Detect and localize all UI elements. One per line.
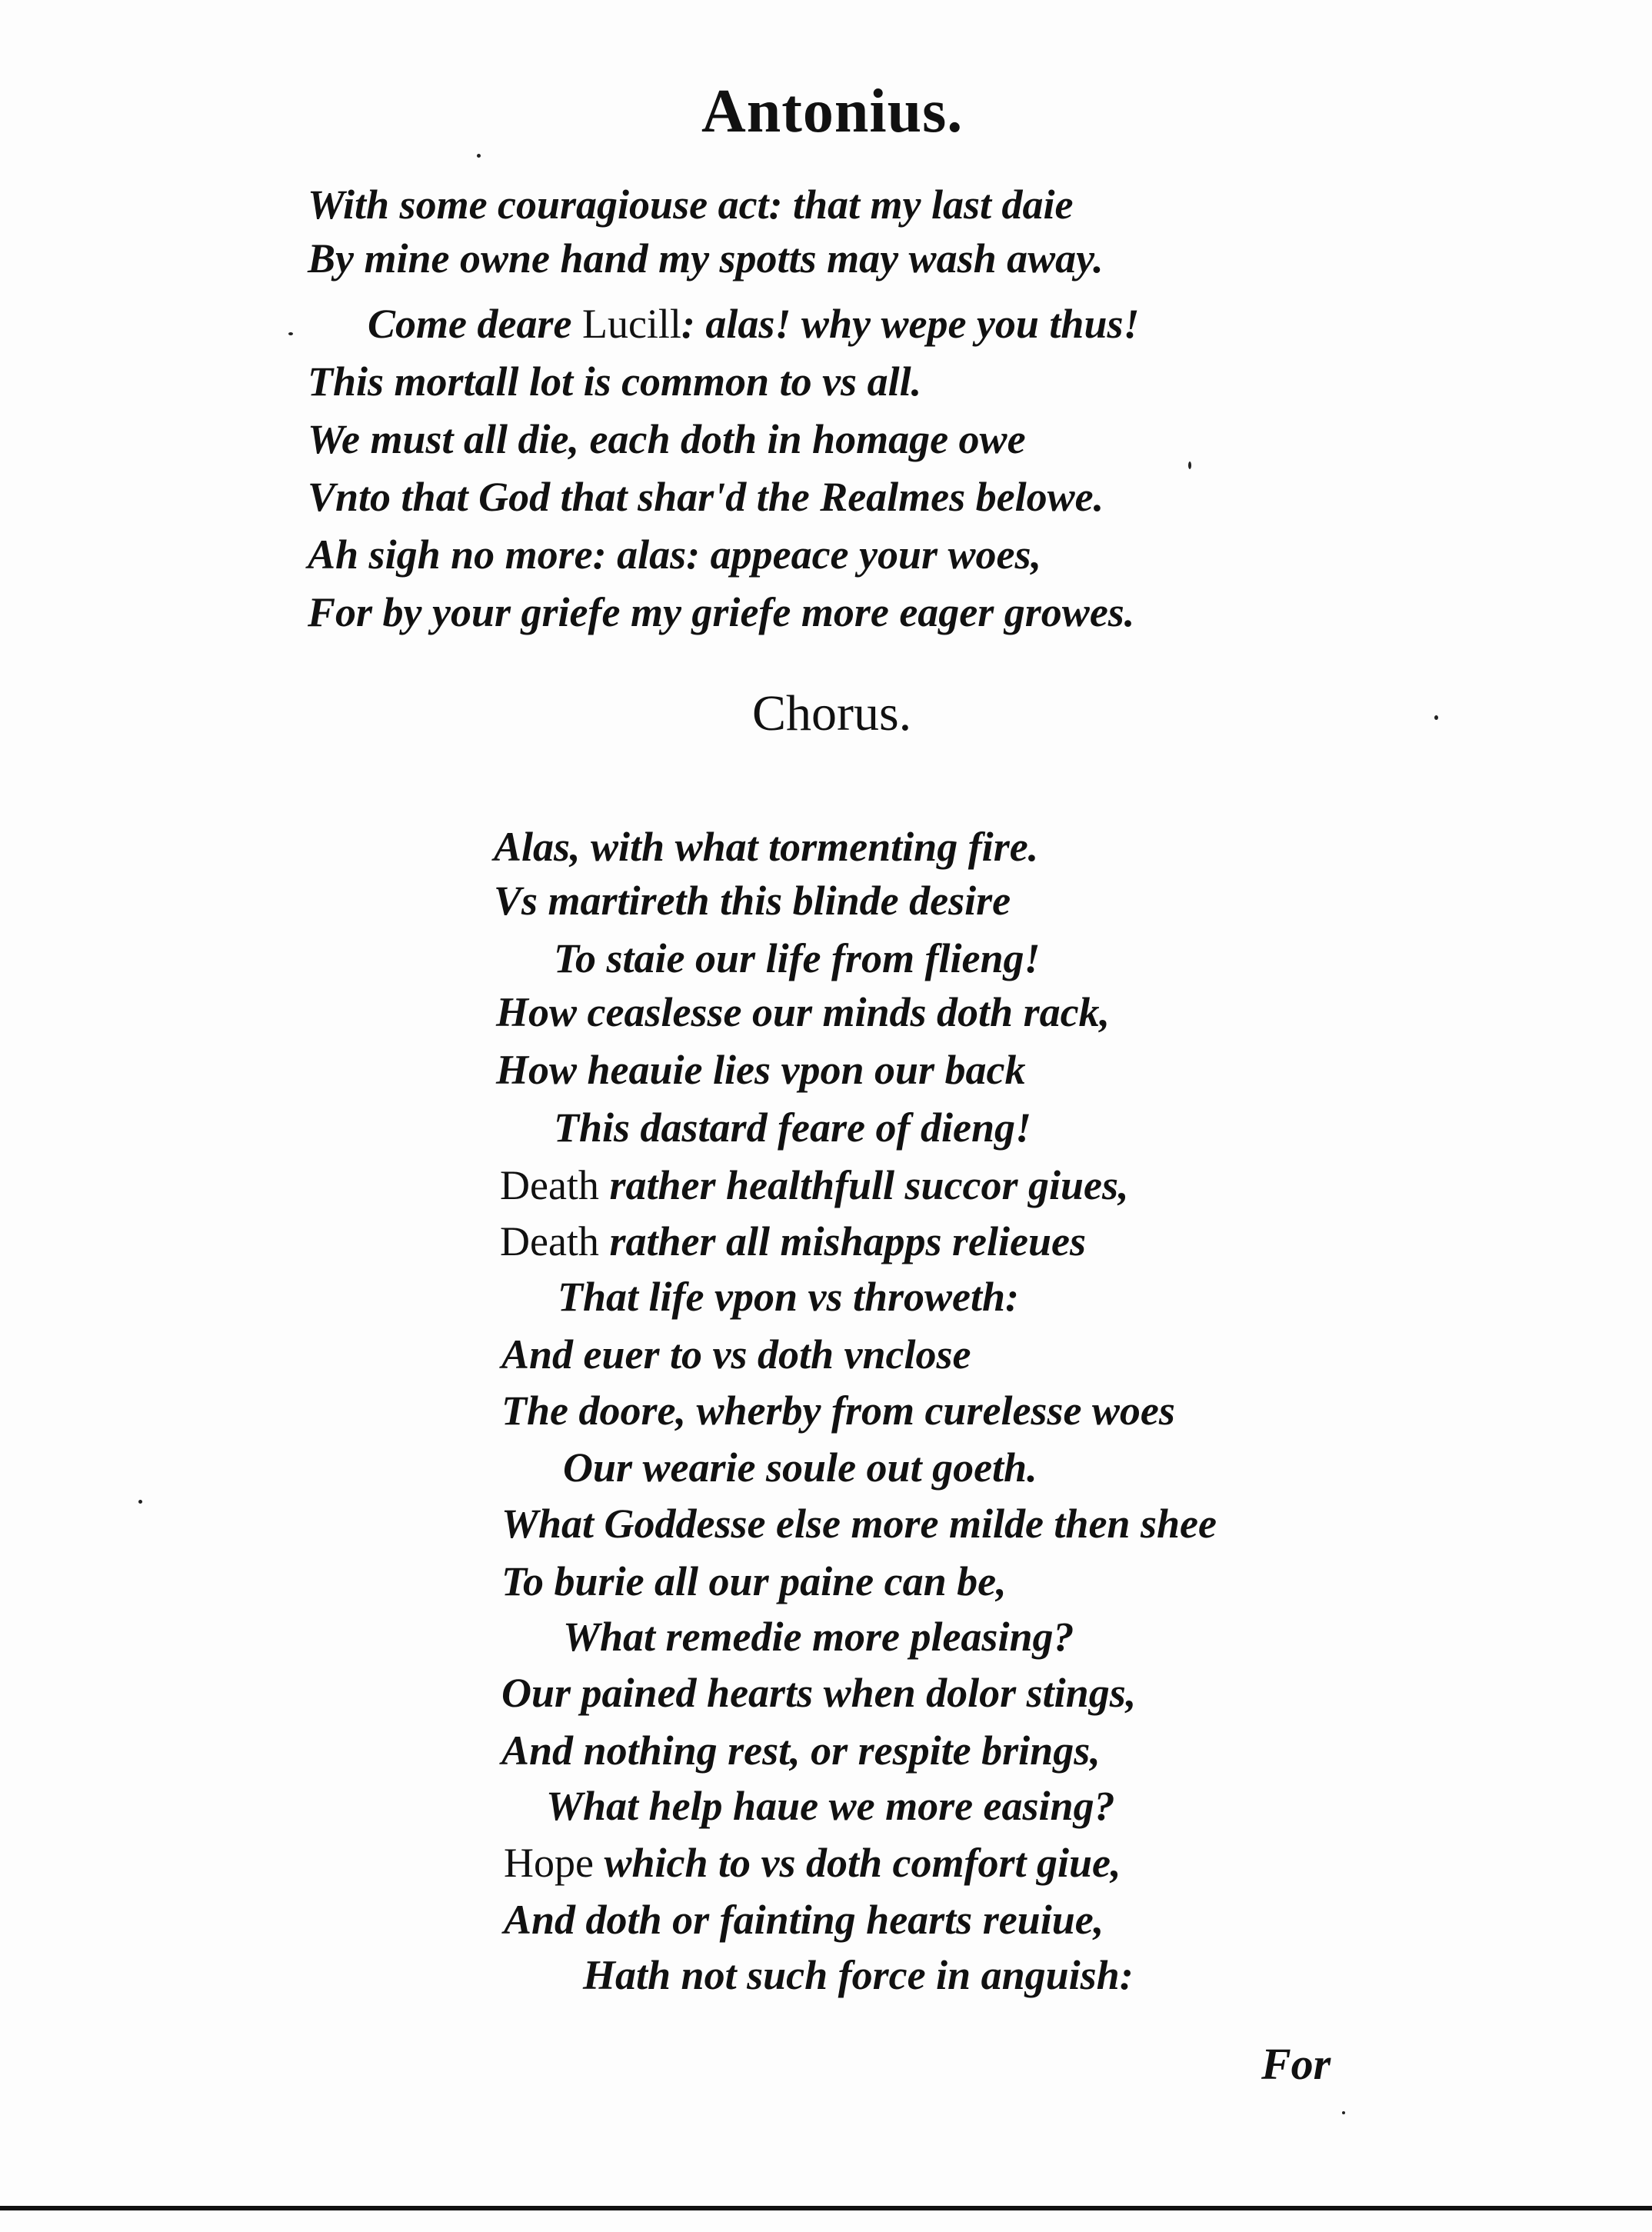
chorus-line: Hope which to vs doth comfort giue, — [504, 1840, 1121, 1886]
chorus-line: Vs martireth this blinde desire — [494, 878, 1011, 924]
chorus-line: How heauie lies vpon our back — [496, 1047, 1026, 1093]
chorus-line: What Goddesse else more milde then shee — [501, 1501, 1217, 1547]
chorus-line: Death rather all mishapps relieues — [500, 1218, 1087, 1264]
speech-line: Vnto that God that shar'd the Realmes belowe. — [308, 474, 1104, 520]
chorus-line: Our pained hearts when dolor stings, — [501, 1670, 1137, 1716]
print-speck — [477, 154, 481, 158]
speech-line: For by your griefe my griefe more eager growes. — [308, 589, 1135, 635]
speech-line: By mine owne hand my spotts may wash away. — [308, 235, 1104, 281]
chorus-line: Our wearie soule out goeth. — [563, 1444, 1037, 1491]
chorus-line: And nothing rest, or respite brings, — [501, 1727, 1101, 1774]
roman-word: Death — [500, 1162, 599, 1208]
page-heading: Antonius. — [701, 78, 964, 145]
chorus-line: To staie our life from flieng! — [554, 935, 1041, 981]
chorus-heading: Chorus. — [752, 685, 912, 741]
speech-line: Ah sigh no more: alas: appeace your woes, — [308, 531, 1042, 578]
roman-word: Hope — [504, 1840, 594, 1886]
speaker-name: Lucill — [581, 301, 681, 347]
speech-line: With some couragiouse act: that my last daie — [308, 182, 1074, 228]
print-speck — [1188, 461, 1191, 469]
chorus-line: What remedie more pleasing? — [563, 1614, 1074, 1660]
print-speck — [138, 1500, 142, 1504]
print-speck — [1342, 2111, 1345, 2114]
speech-line: This mortall lot is common to vs all. — [308, 358, 922, 405]
chorus-line: How ceaslesse our minds doth rack, — [496, 989, 1111, 1035]
speech-line: Come deare Lucill: alas! why wepe you thus! — [368, 301, 1140, 347]
page-bottom-rule — [0, 2206, 1652, 2210]
chorus-line: What help haue we more easing? — [546, 1783, 1115, 1829]
chorus-line: Death rather healthfull succor giues, — [500, 1162, 1129, 1208]
roman-word: Death — [500, 1218, 599, 1264]
chorus-line: Alas, with what tormenting fire. — [494, 824, 1039, 870]
chorus-line: That life vpon vs throweth: — [558, 1274, 1020, 1320]
speech-line: We must all die, each doth in homage owe — [308, 416, 1026, 462]
chorus-line: And doth or fainting hearts reuiue, — [504, 1897, 1104, 1943]
catchword: For — [1261, 2039, 1331, 2089]
chorus-line: Hath not such force in anguish: — [583, 1952, 1134, 1998]
print-speck — [288, 332, 293, 335]
chorus-line: And euer to vs doth vnclose — [501, 1331, 971, 1378]
chorus-line: To burie all our paine can be, — [501, 1558, 1007, 1604]
print-speck — [1434, 715, 1438, 720]
chorus-line: This dastard feare of dieng! — [554, 1104, 1031, 1151]
chorus-line: The doore, wherby from curelesse woes — [501, 1388, 1175, 1434]
